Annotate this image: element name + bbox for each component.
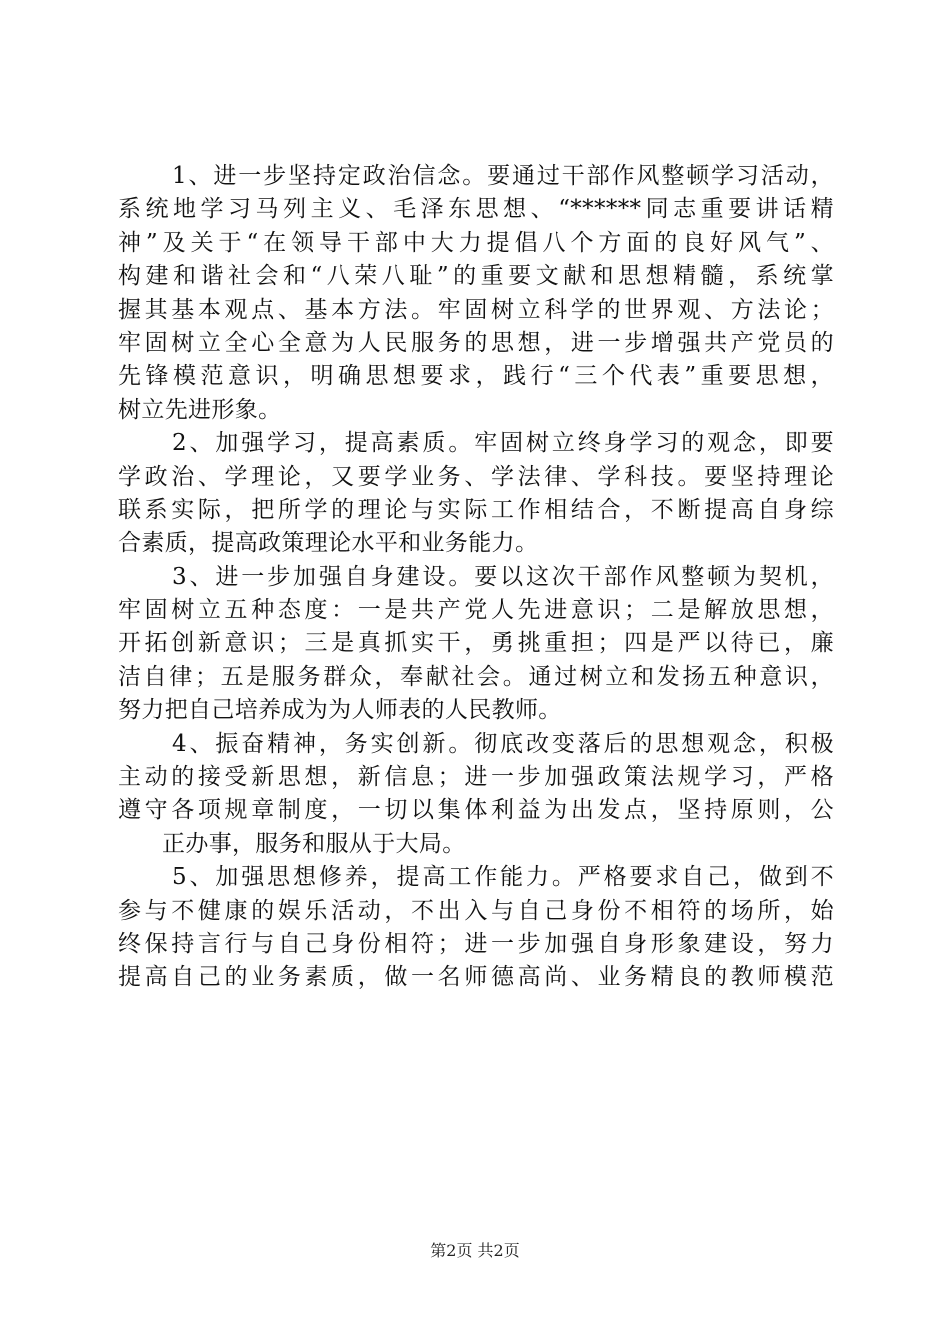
paragraph-3-line-4: 洁自律；五是服务群众，奉献社会。通过树立和发扬五种意识， xyxy=(118,663,834,690)
paragraph-5-line-1: 5、加强思想修养，提高工作能力。严格要求自己，做到不 xyxy=(172,864,834,891)
paragraph-3-line-3: 开拓创新意识；三是真抓实干，勇挑重担；四是严以待已，廉 xyxy=(118,630,834,657)
paragraph-1-line-8: 树立先进形象。 xyxy=(118,396,282,423)
paragraph-1-line-7: 先锋模范意识，明确思想要求，践行“三个代表”重要思想， xyxy=(118,363,834,390)
paragraph-5-line-2: 参与不健康的娱乐活动，不出入与自己身份不相符的场所，始 xyxy=(118,897,834,924)
paragraph-2-line-4: 合素质，提高政策理论水平和业务能力。 xyxy=(118,530,539,557)
paragraph-1-line-1: 1、进一步坚持定政治信念。要通过干部作风整顿学习活动， xyxy=(172,163,834,189)
paragraph-1-line-5: 握其基本观点、基本方法。牢固树立科学的世界观、方法论； xyxy=(118,296,834,323)
paragraph-1-line-4: 构建和谐社会和“八荣八耻”的重要文献和思想精髓，系统掌 xyxy=(118,263,834,290)
paragraph-2-line-3: 联系实际，把所学的理论与实际工作相结合，不断提高自身综 xyxy=(118,496,834,523)
paragraph-5-line-3: 终保持言行与自己身份相符；进一步加强自身形象建设，努力 xyxy=(118,930,834,957)
paragraph-4-line-3: 遵守各项规章制度，一切以集体利益为出发点，坚持原则，公 xyxy=(118,797,834,824)
document-body xyxy=(118,160,834,995)
paragraph-2-line-2: 学政治、学理论，又要学业务、学法律、学科技。要坚持理论 xyxy=(118,463,834,490)
page-number-footer: 第2页 共2页 xyxy=(430,1241,520,1260)
paragraph-2-line-1: 2、加强学习，提高素质。牢固树立终身学习的观念，即要 xyxy=(172,430,834,457)
paragraph-3-line-2: 牢固树立五种态度：一是共产党人先进意识；二是解放思想， xyxy=(118,597,834,624)
paragraph-4-line-2: 主动的接受新思想，新信息；进一步加强政策法规学习，严格 xyxy=(118,764,834,791)
paragraph-4-line-4: 正办事，服务和服从于大局。 xyxy=(162,830,466,857)
paragraph-3-line-1: 3、进一步加强自身建设。要以这次干部作风整顿为契机， xyxy=(172,563,834,590)
paragraph-5-line-4: 提高自己的业务素质，做一名师德高尚、业务精良的教师模范 xyxy=(118,964,834,991)
paragraph-1-line-3: 神”及关于“在领导干部中大力提倡八个方面的良好风气”、 xyxy=(118,229,834,256)
paragraph-1-line-6: 牢固树立全心全意为人民服务的思想，进一步增强共产党员的 xyxy=(118,329,834,356)
paragraph-4-line-1: 4、振奋精神，务实创新。彻底改变落后的思想观念，积极 xyxy=(172,730,834,757)
paragraph-1-line-2: 系统地学习马列主义、毛泽东思想、“******同志重要讲话精 xyxy=(118,196,834,223)
paragraph-3-line-5: 努力把自己培养成为为人师表的人民教师。 xyxy=(118,697,562,724)
